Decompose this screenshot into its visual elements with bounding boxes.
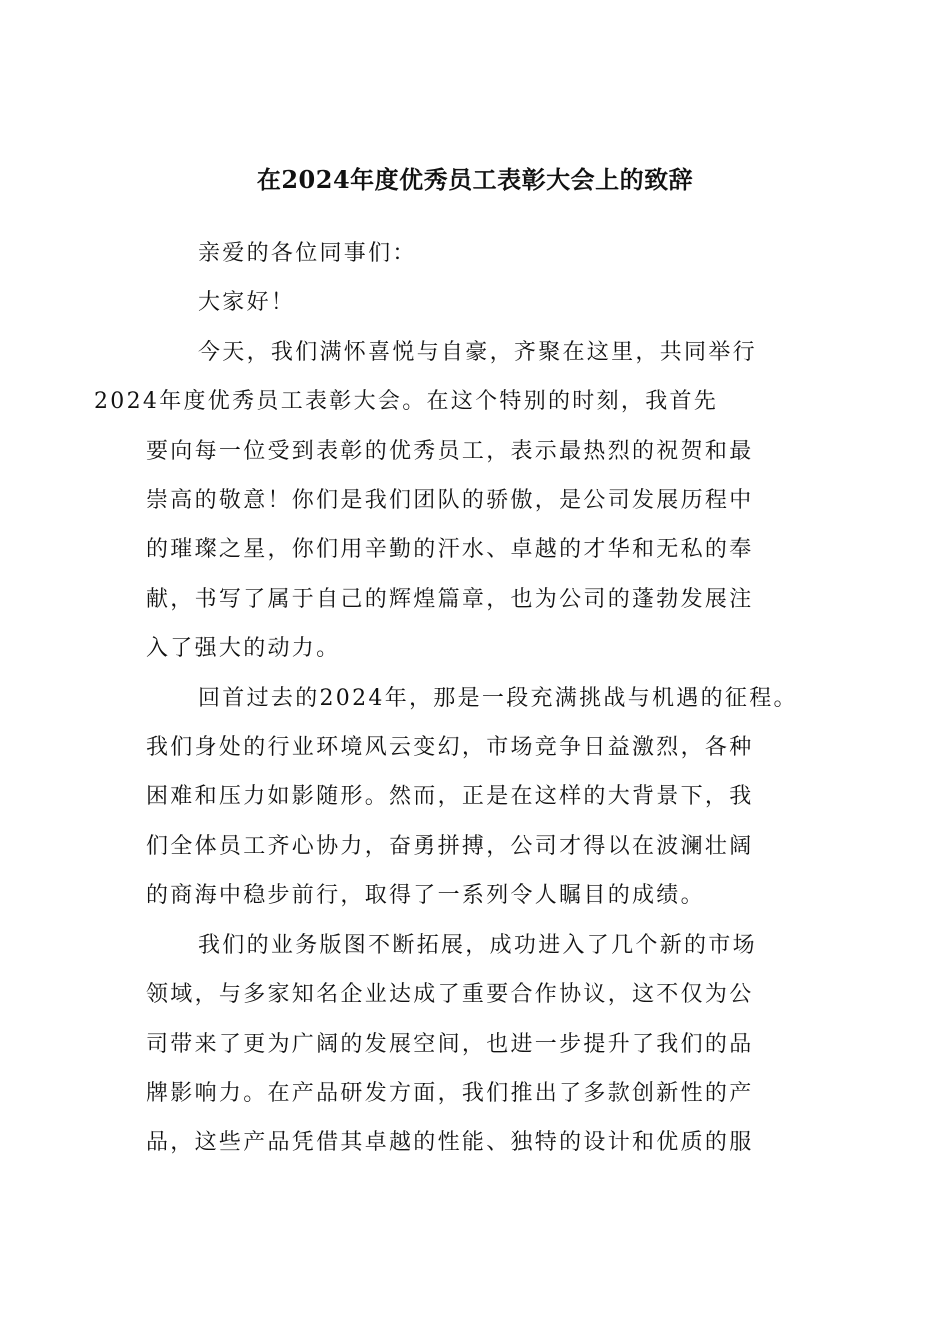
text-line: 品，这些产品凭借其卓越的性能、独特的设计和优质的服 <box>146 1130 754 1156</box>
text-line: 回首过去的2024年，那是一段充满挑战与机遇的征程。 <box>198 685 798 711</box>
paragraph-business <box>146 921 806 1168</box>
paragraph-opening <box>94 328 806 674</box>
text-line: 我们的业务版图不断拓展，成功进入了几个新的市场 <box>198 932 757 958</box>
text-line: 困难和压力如影随形。然而，正是在这样的大背景下，我 <box>146 784 754 810</box>
text-line: 今天，我们满怀喜悦与自豪，齐聚在这里，共同举行 <box>198 339 757 365</box>
text-line: 我们身处的行业环境风云变幻，市场竞争日益激烈，各种 <box>146 735 754 761</box>
text-line: 要向每一位受到表彰的优秀员工，表示最热烈的祝贺和最 <box>146 438 754 464</box>
text-line: 领域，与多家知名企业达成了重要合作协议，这不仅为公 <box>146 982 754 1008</box>
salutation: 亲爱的各位同事们： <box>198 241 417 266</box>
document-body <box>94 229 806 1168</box>
text-line: 们全体员工齐心协力，奋勇拼搏，公司才得以在波澜壮阔 <box>146 833 754 859</box>
text-line: 的璀璨之星，你们用辛勤的汗水、卓越的才华和无私的奉 <box>146 537 754 563</box>
text-line: 献，书写了属于自己的辉煌篇章，也为公司的蓬勃发展注 <box>146 586 754 612</box>
text-line: 2024年度优秀员工表彰大会。在这个特别的时刻，我首先 <box>94 389 719 415</box>
paragraph-review <box>146 674 806 921</box>
greeting: 大家好！ <box>198 290 296 316</box>
text-line: 崇高的敬意！你们是我们团队的骄傲，是公司发展历程中 <box>146 488 754 514</box>
text-line: 司带来了更为广阔的发展空间，也进一步提升了我们的品 <box>146 1031 754 1057</box>
text-line: 牌影响力。在产品研发方面，我们推出了多款创新性的产 <box>146 1080 754 1106</box>
text-line: 的商海中稳步前行，取得了一系列令人瞩目的成绩。 <box>146 883 705 909</box>
text-line: 入了强大的动力。 <box>146 636 341 662</box>
document-title: 在2024年度优秀员工表彰大会上的致辞 <box>256 165 694 194</box>
